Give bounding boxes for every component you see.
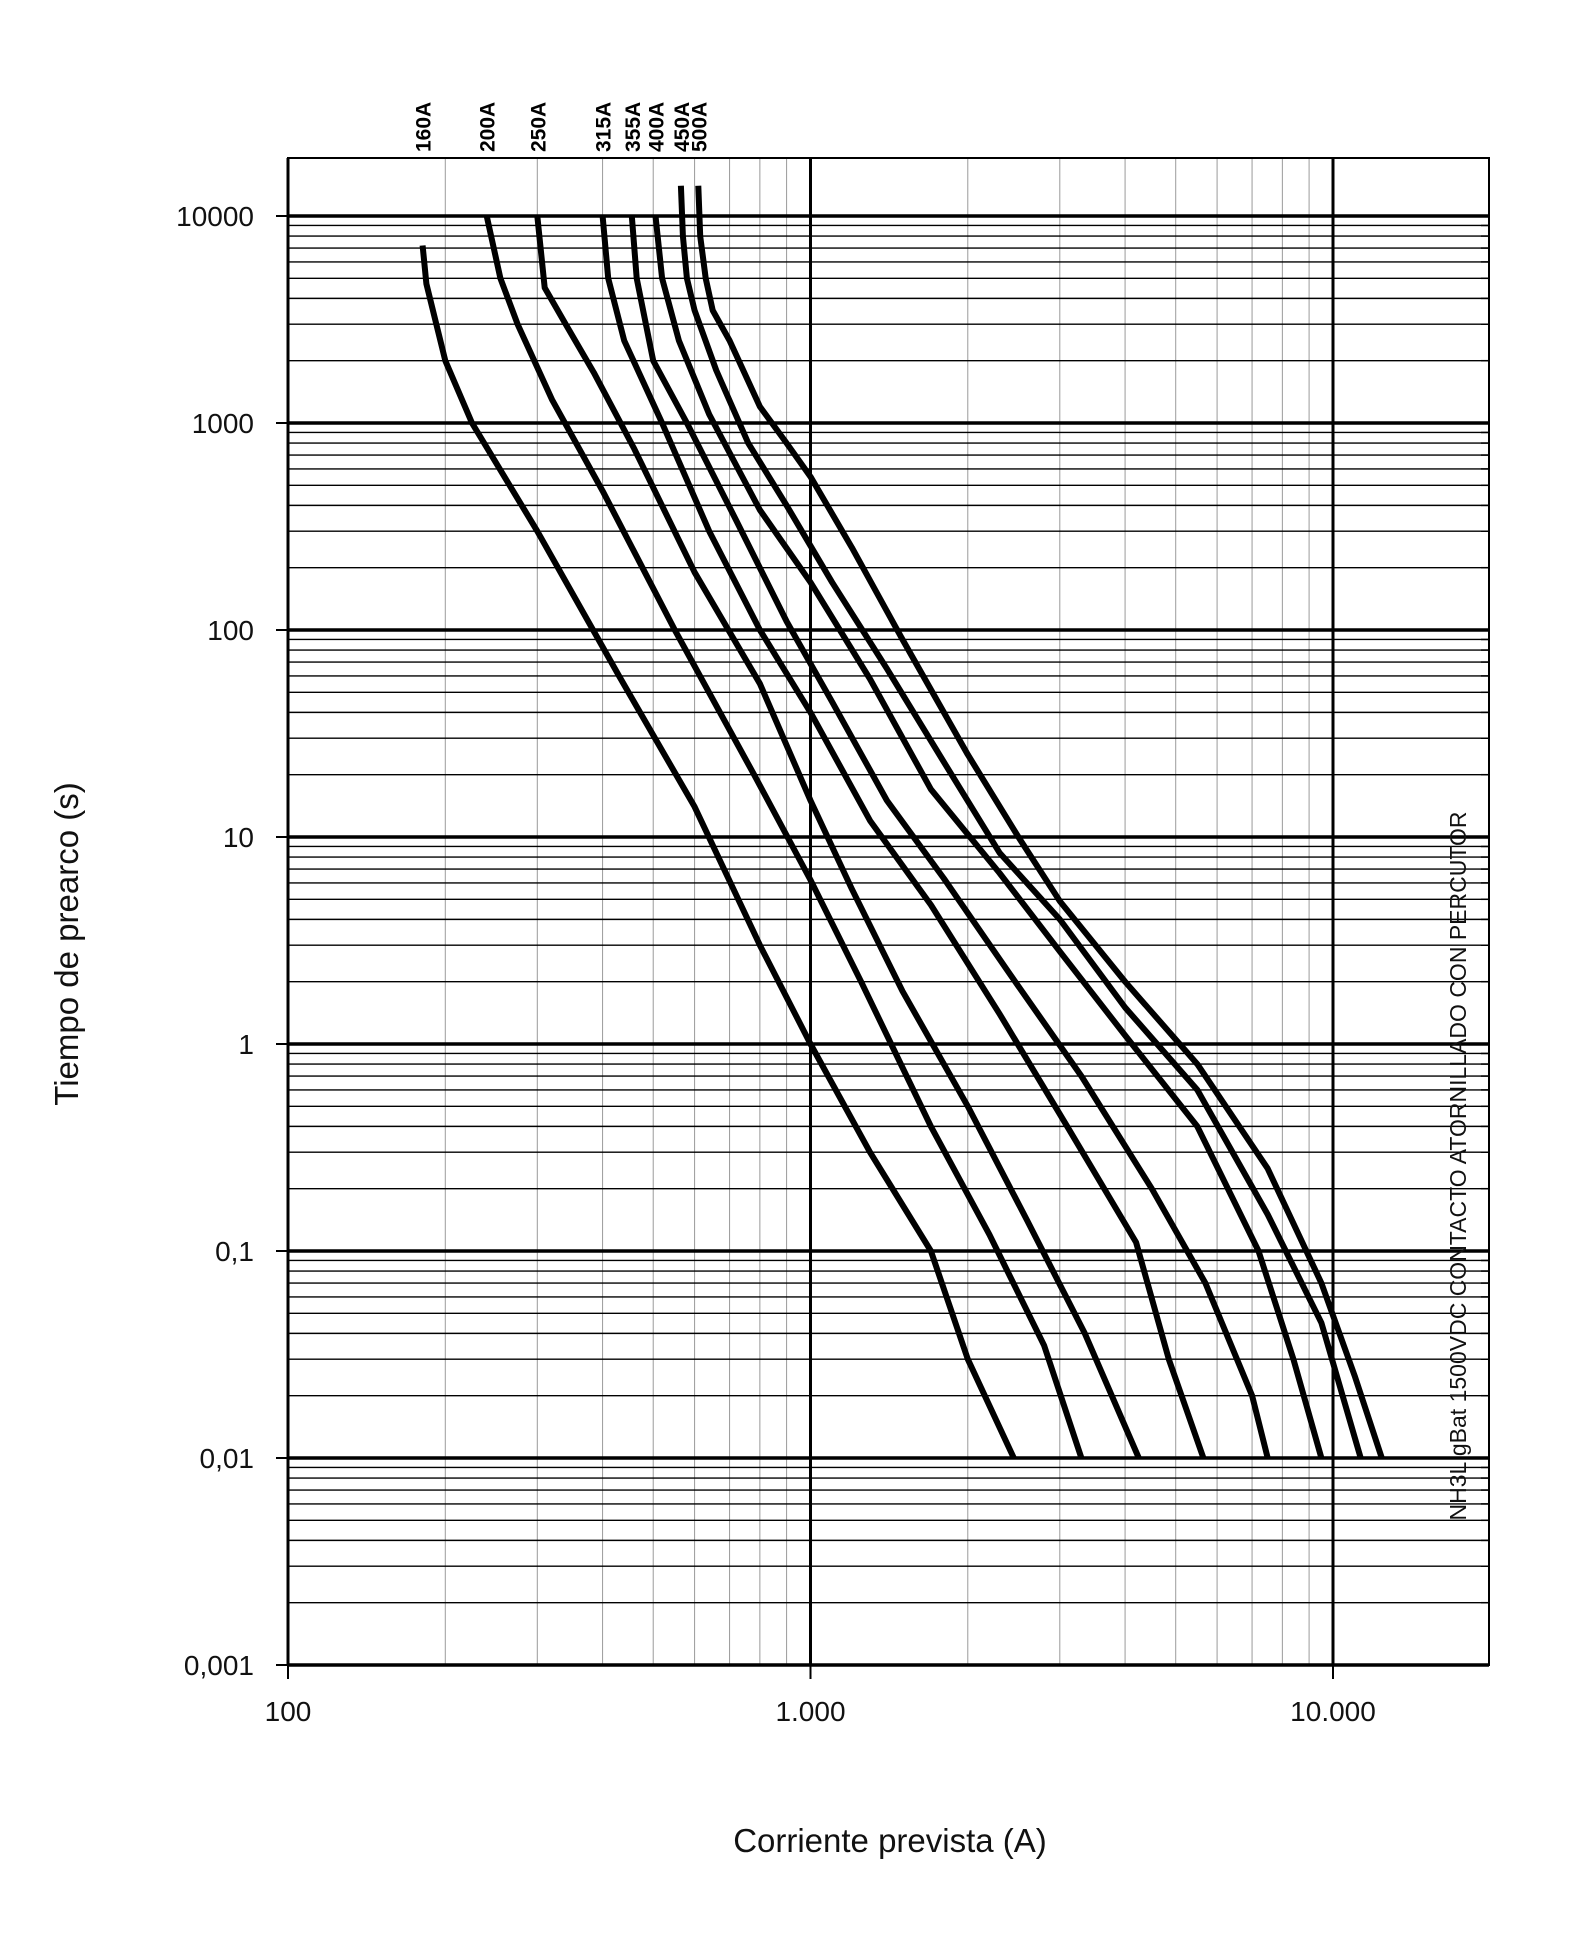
y-tick-label: 0,001	[183, 1650, 254, 1681]
x-tick-label: 100	[264, 1696, 312, 1727]
y-tick-label: 0,1	[215, 1236, 254, 1267]
series-label-355A: 355A	[621, 101, 645, 152]
series-line-500A	[698, 186, 1382, 1458]
series-label-250A: 250A	[527, 101, 551, 152]
y-tick-label: 100	[207, 615, 254, 646]
y-axis-title: Tiempo de prearco (s)	[48, 782, 85, 1106]
y-tick-label: 0,01	[199, 1443, 254, 1474]
x-axis-title: Corriente prevista (A)	[733, 1822, 1047, 1859]
y-tick-label: 10	[222, 822, 254, 853]
series-label-315A: 315A	[592, 101, 616, 152]
series-label-160A: 160A	[412, 101, 436, 152]
x-tick-label: 1.000	[775, 1696, 846, 1727]
series-line-450A	[681, 186, 1361, 1458]
series-label-450A: 450A	[670, 101, 694, 152]
y-tick-label: 1	[238, 1029, 254, 1060]
chart-annotation: NH3L gBat 1500VDC CONTACTO ATORNILLADO CON PERCUTOR	[1445, 811, 1471, 1521]
series-label-500A: 500A	[688, 101, 712, 152]
x-tick-label: 10.000	[1290, 1696, 1376, 1727]
y-tick-label: 1000	[191, 408, 254, 439]
y-tick-label: 10000	[176, 201, 254, 232]
curve-labels	[413, 102, 712, 152]
series-label-400A: 400A	[645, 101, 669, 152]
curves	[423, 186, 1382, 1458]
series-label-200A: 200A	[476, 101, 500, 152]
